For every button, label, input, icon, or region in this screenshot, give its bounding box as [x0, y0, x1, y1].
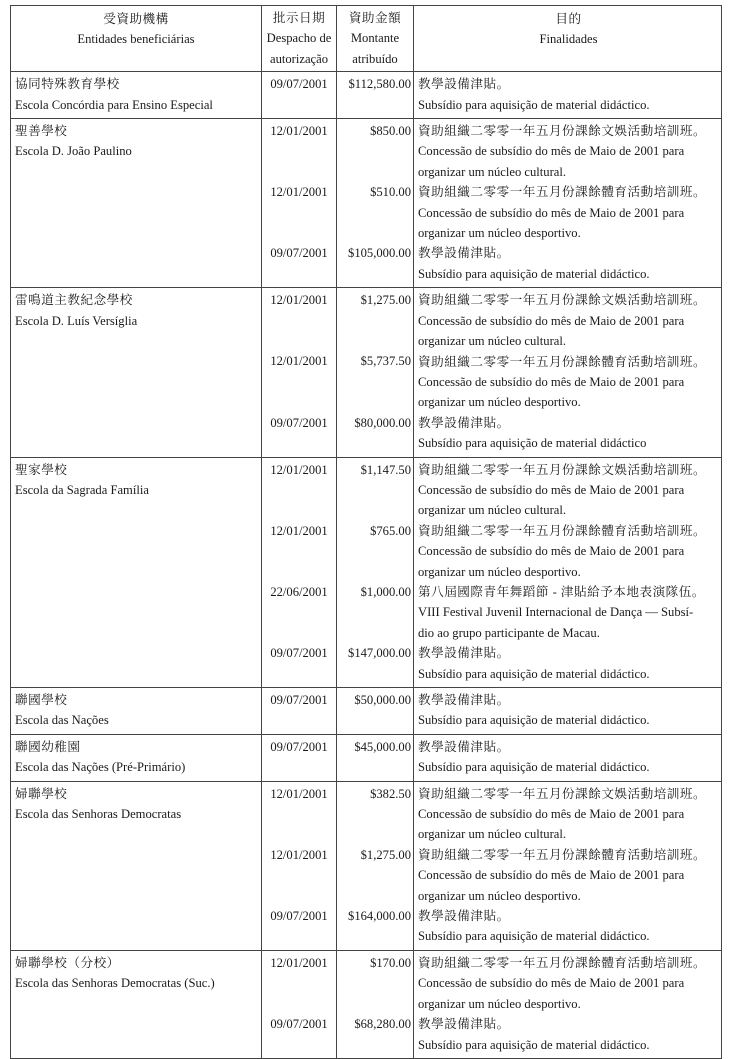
amount-entry	[339, 521, 411, 582]
amount-value: $80,000.00	[354, 415, 411, 430]
header-purpose-pt: Finalidades	[539, 32, 598, 47]
purpose-cell	[414, 119, 722, 288]
entity-name-pt: Escola das Senhoras Democratas (Suc.)	[15, 976, 215, 991]
amount-entry	[339, 243, 411, 284]
date-entry	[264, 643, 334, 684]
date-entry	[264, 351, 334, 412]
purpose-line: Subsídio para aquisição de material didáctico.	[418, 929, 650, 944]
entity-cell	[11, 688, 262, 735]
amount-value: $5,737.50	[360, 354, 411, 369]
purpose-entry	[418, 121, 717, 182]
amount-value: $765.00	[370, 523, 411, 538]
date-entry	[264, 74, 334, 115]
purpose-line: Concessão de subsídio do mês de Maio de 2001 para	[418, 807, 685, 822]
entity-name-zh: 聖善學校	[15, 124, 68, 139]
purpose-cell	[414, 950, 722, 1058]
purpose-entry	[418, 845, 717, 906]
date-entry	[264, 243, 334, 284]
amount-value: $1,147.50	[360, 462, 411, 477]
purpose-line: 資助組織二零零一年五月份課餘文娛活動培訓班。	[418, 124, 707, 139]
amount-value: $147,000.00	[348, 646, 411, 661]
date-value: 09/07/2001	[270, 246, 328, 261]
amount-value: $164,000.00	[348, 909, 411, 923]
table-row	[11, 119, 722, 288]
purpose-cell	[414, 457, 722, 687]
header-amount-zh: 資助金額	[348, 11, 402, 25]
purpose-line: 教學設備津貼。	[418, 1017, 510, 1032]
date-value: 09/07/2001	[270, 415, 328, 430]
entity-name-zh: 聯國幼稚園	[15, 739, 81, 754]
amount-entry	[339, 460, 411, 521]
date-value: 12/01/2001	[270, 462, 328, 477]
purpose-cell	[414, 688, 722, 735]
purpose-entry	[418, 1014, 717, 1055]
date-value: 09/07/2001	[270, 909, 328, 923]
date-entry	[264, 413, 334, 454]
purpose-line: organizar um núcleo cultural.	[418, 334, 567, 349]
entity-name-pt: Escola D. Luís Versíglia	[15, 313, 138, 328]
purpose-line: 資助組織二零零一年五月份課餘文娛活動培訓班。	[418, 293, 707, 308]
amount-entry	[339, 1014, 411, 1055]
entity-name-zh: 聖家學校	[15, 462, 68, 477]
purpose-line: 資助組織二零零一年五月份課餘體育活動培訓班。	[418, 847, 707, 862]
entity-cell	[11, 119, 262, 288]
table-row	[11, 72, 722, 119]
purpose-line: Subsídio para aquisição de material didáctico.	[418, 666, 650, 681]
date-value: 09/07/2001	[270, 693, 328, 707]
date-entry	[264, 460, 334, 521]
entity-cell	[11, 781, 262, 950]
header-purpose	[414, 6, 722, 72]
amount-value: $850.00	[370, 124, 411, 139]
entity-cell	[11, 950, 262, 1058]
purpose-entry	[418, 290, 717, 351]
purpose-entry	[418, 582, 717, 643]
purpose-entry	[418, 182, 717, 243]
subsidy-table	[10, 5, 722, 1059]
amount-value: $112,580.00	[348, 77, 411, 92]
entity-name-pt: Escola das Senhoras Democratas	[15, 807, 182, 822]
header-date	[262, 6, 337, 72]
amount-value: $382.50	[370, 786, 411, 801]
amount-value: $1,000.00	[360, 584, 411, 599]
date-cell	[262, 457, 337, 687]
purpose-entry	[418, 74, 717, 115]
date-value: 09/07/2001	[270, 77, 328, 92]
entity-name-zh: 雷鳴道主教紀念學校	[15, 293, 133, 308]
entity-name-pt: Escola D. João Paulino	[15, 144, 132, 159]
purpose-line: organizar um núcleo desportivo.	[418, 226, 581, 241]
date-entry	[264, 784, 334, 845]
date-value: 12/01/2001	[270, 124, 328, 139]
table-row	[11, 288, 722, 457]
entity-name-pt: Escola das Nações (Pré-Primário)	[15, 760, 186, 775]
amount-value: $45,000.00	[354, 739, 411, 754]
table-header	[11, 6, 722, 72]
date-cell	[262, 72, 337, 119]
table-row	[11, 688, 722, 735]
amount-entry	[339, 906, 411, 947]
date-entry	[264, 121, 334, 182]
purpose-line: VIII Festival Juvenil Internacional de Dança — Subsí-	[418, 605, 694, 620]
date-entry	[264, 737, 334, 778]
entity-name-pt: Escola Concórdia para Ensino Especial	[15, 97, 213, 112]
amount-entry	[339, 784, 411, 845]
amount-value: $50,000.00	[354, 693, 411, 707]
header-date-pt1: Despacho de	[266, 31, 332, 46]
table-row	[11, 781, 722, 950]
entity-cell	[11, 288, 262, 457]
purpose-cell	[414, 288, 722, 457]
purpose-line: 教學設備津貼。	[418, 646, 510, 661]
purpose-line: Concessão de subsídio do mês de Maio de 2001 para	[418, 374, 685, 389]
purpose-line: Subsídio para aquisição de material didáctico.	[418, 713, 650, 728]
amount-cell	[337, 457, 414, 687]
purpose-entry	[418, 953, 717, 1014]
amount-cell	[337, 288, 414, 457]
purpose-entry	[418, 460, 717, 521]
amount-entry	[339, 290, 411, 351]
date-cell	[262, 734, 337, 781]
purpose-line: 教學設備津貼。	[418, 693, 510, 707]
purpose-line: 教學設備津貼。	[418, 739, 510, 754]
purpose-entry	[418, 643, 717, 684]
table-row	[11, 457, 722, 687]
amount-value: $68,280.00	[354, 1017, 411, 1032]
purpose-line: organizar um núcleo desportivo.	[418, 888, 581, 903]
header-amount	[337, 6, 414, 72]
date-value: 22/06/2001	[270, 584, 328, 599]
amount-entry	[339, 121, 411, 182]
amount-value: $1,275.00	[360, 847, 411, 862]
header-entity-zh: 受資助機構	[103, 12, 169, 26]
purpose-line: 資助組織二零零一年五月份課餘體育活動培訓班。	[418, 185, 707, 200]
purpose-line: Subsídio para aquisição de material didáctico.	[418, 760, 650, 775]
purpose-cell	[414, 72, 722, 119]
purpose-line: 教學設備津貼。	[418, 415, 510, 430]
amount-value: $1,275.00	[360, 293, 411, 308]
amount-entry	[339, 351, 411, 412]
amount-value: $170.00	[370, 955, 411, 970]
purpose-entry	[418, 737, 717, 778]
purpose-cell	[414, 781, 722, 950]
purpose-line: Concessão de subsídio do mês de Maio de 2001 para	[418, 544, 685, 559]
date-entry	[264, 845, 334, 906]
purpose-line: Concessão de subsídio do mês de Maio de 2001 para	[418, 144, 685, 159]
amount-entry	[339, 182, 411, 243]
purpose-line: Concessão de subsídio do mês de Maio de 2001 para	[418, 976, 685, 991]
purpose-line: organizar um núcleo cultural.	[418, 503, 567, 518]
header-entity-pt: Entidades beneficiárias	[77, 32, 195, 47]
amount-value: $105,000.00	[348, 246, 411, 261]
date-cell	[262, 688, 337, 735]
purpose-line: 教學設備津貼。	[418, 909, 510, 924]
purpose-line: 第八屆國際青年舞蹈節 - 津貼給予本地表演隊伍。	[418, 584, 705, 599]
entity-cell	[11, 72, 262, 119]
date-entry	[264, 906, 334, 947]
purpose-line: 資助組織二零零一年五月份課餘體育活動培訓班。	[418, 955, 707, 970]
header-amount-pt1: Montante	[350, 31, 400, 46]
amount-cell	[337, 72, 414, 119]
purpose-line: Subsídio para aquisição de material didáctico.	[418, 266, 650, 281]
amount-entry	[339, 582, 411, 643]
date-value: 09/07/2001	[270, 646, 328, 661]
header-entity	[11, 6, 262, 72]
purpose-line: 資助組織二零零一年五月份課餘文娛活動培訓班。	[418, 786, 707, 801]
amount-entry	[339, 690, 411, 731]
date-value: 09/07/2001	[270, 1017, 328, 1032]
date-entry	[264, 690, 334, 731]
date-entry	[264, 953, 334, 1014]
purpose-line: Concessão de subsídio do mês de Maio de 2001 para	[418, 205, 685, 220]
purpose-line: organizar um núcleo desportivo.	[418, 395, 581, 410]
amount-entry	[339, 74, 411, 115]
amount-cell	[337, 119, 414, 288]
header-amount-pt2: atribuído	[352, 51, 398, 66]
date-entry	[264, 290, 334, 351]
amount-entry	[339, 643, 411, 684]
purpose-line: organizar um núcleo desportivo.	[418, 564, 581, 579]
date-cell	[262, 781, 337, 950]
date-value: 12/01/2001	[270, 354, 328, 369]
amount-entry	[339, 953, 411, 1014]
entity-name-zh: 協同特殊教育學校	[15, 77, 120, 92]
entity-name-zh: 婦聯學校	[15, 786, 68, 801]
date-cell	[262, 119, 337, 288]
purpose-line: Concessão de subsídio do mês de Maio de 2001 para	[418, 482, 685, 497]
date-cell	[262, 288, 337, 457]
purpose-entry	[418, 243, 717, 284]
purpose-line: 資助組織二零零一年五月份課餘體育活動培訓班。	[418, 523, 707, 538]
date-entry	[264, 182, 334, 243]
purpose-entry	[418, 521, 717, 582]
entity-name-pt: Escola da Sagrada Família	[15, 482, 149, 497]
amount-cell	[337, 734, 414, 781]
amount-cell	[337, 950, 414, 1058]
date-value: 12/01/2001	[270, 955, 328, 970]
purpose-line: Concessão de subsídio do mês de Maio de 2001 para	[418, 313, 685, 328]
purpose-line: Subsídio para aquisição de material didáctico	[418, 436, 647, 451]
entity-name-zh: 聯國學校	[15, 693, 68, 707]
date-entry	[264, 1014, 334, 1055]
purpose-line: Subsídio para aquisição de material didáctico.	[418, 1037, 650, 1052]
amount-entry	[339, 413, 411, 454]
table-body	[11, 72, 722, 1059]
entity-cell	[11, 734, 262, 781]
date-value: 09/07/2001	[270, 739, 328, 754]
table-row	[11, 950, 722, 1058]
date-value: 12/01/2001	[270, 847, 328, 862]
entity-cell	[11, 457, 262, 687]
purpose-line: dio ao grupo participante de Macau.	[418, 625, 600, 640]
purpose-entry	[418, 906, 717, 947]
date-value: 12/01/2001	[270, 185, 328, 200]
purpose-cell	[414, 734, 722, 781]
purpose-line: organizar um núcleo desportivo.	[418, 996, 581, 1011]
amount-cell	[337, 688, 414, 735]
date-value: 12/01/2001	[270, 786, 328, 801]
header-purpose-zh: 目的	[555, 12, 582, 26]
purpose-entry	[418, 352, 717, 413]
purpose-line: Concessão de subsídio do mês de Maio de 2001 para	[418, 868, 685, 883]
header-date-zh: 批示日期	[272, 11, 326, 25]
purpose-line: organizar um núcleo cultural.	[418, 827, 567, 842]
purpose-entry	[418, 413, 717, 454]
date-cell	[262, 950, 337, 1058]
date-entry	[264, 582, 334, 643]
header-date-pt2: autorização	[269, 51, 329, 66]
amount-cell	[337, 781, 414, 950]
amount-entry	[339, 737, 411, 778]
date-entry	[264, 521, 334, 582]
date-value: 12/01/2001	[270, 293, 328, 308]
date-value: 12/01/2001	[270, 523, 328, 538]
purpose-entry	[418, 690, 717, 731]
purpose-line: 資助組織二零零一年五月份課餘文娛活動培訓班。	[418, 462, 707, 477]
purpose-line: Subsídio para aquisição de material didáctico.	[418, 97, 650, 112]
purpose-entry	[418, 784, 717, 845]
purpose-line: 教學設備津貼。	[418, 77, 510, 92]
amount-value: $510.00	[370, 185, 411, 200]
entity-name-pt: Escola das Nações	[15, 713, 109, 728]
entity-name-zh: 婦聯學校（分校）	[15, 955, 120, 970]
purpose-line: organizar um núcleo cultural.	[418, 164, 567, 179]
purpose-line: 教學設備津貼。	[418, 246, 510, 261]
amount-entry	[339, 845, 411, 906]
table-row	[11, 734, 722, 781]
purpose-line: 資助組織二零零一年五月份課餘體育活動培訓班。	[418, 354, 707, 369]
